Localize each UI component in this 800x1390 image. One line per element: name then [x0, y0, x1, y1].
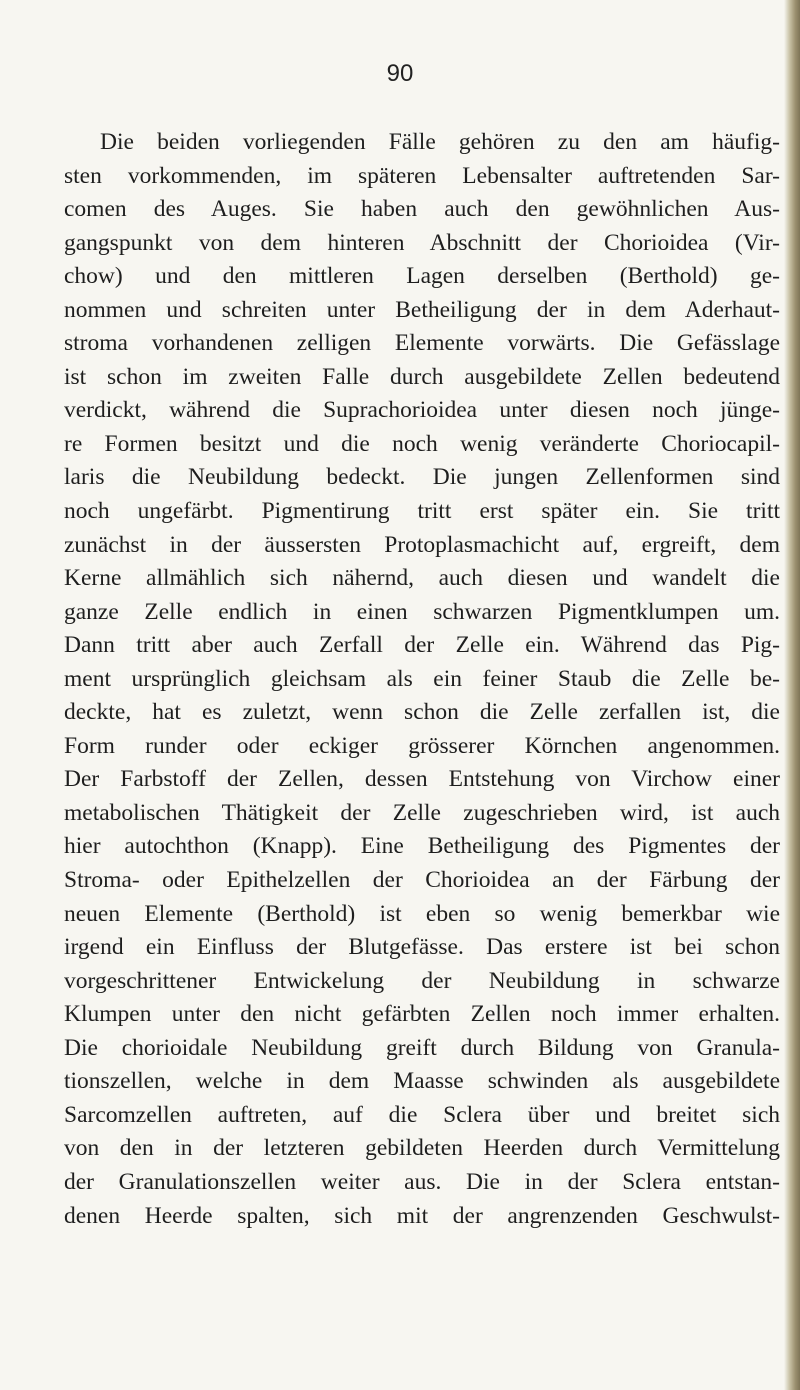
text-line: stroma vorhandenen zelligen Elemente vorwärts. Die Gefässlage [64, 330, 780, 357]
text-line: Form runder oder eckiger grösserer Körnchen angenommen. [64, 732, 780, 759]
text-line: noch ungefärbt. Pigmentirung tritt erst später ein. Sie tritt [64, 498, 780, 525]
text-line: der Granulationszellen weiter aus. Die in der Sclera entstan- [64, 1168, 780, 1195]
page-edge-shadow [784, 0, 800, 1390]
text-line: zunächst in der äussersten Protoplasmachicht auf, ergreift, dem [64, 531, 780, 558]
text-line: Kerne allmählich sich nähernd, auch diesen und wandelt die [64, 565, 780, 592]
text-line: denen Heerde spalten, sich mit der angrenzenden Geschwulst- [64, 1202, 780, 1229]
text-line: ist schon im zweiten Falle durch ausgebildete Zellen bedeutend [64, 363, 780, 390]
text-line: chow) und den mittleren Lagen derselben (Berthold) ge- [64, 263, 780, 290]
text-line: Der Farbstoff der Zellen, dessen Entstehung von Virchow einer [64, 766, 780, 793]
text-line: tionszellen, welche in dem Maasse schwinden als ausgebildete [64, 1068, 780, 1095]
body-text [64, 126, 780, 1233]
text-line: hier autochthon (Knapp). Eine Betheiligung des Pigmentes der [64, 833, 780, 860]
text-line: gangspunkt von dem hinteren Abschnitt der Chorioidea (Vir- [64, 229, 780, 256]
text-line: Sarcomzellen auftreten, auf die Sclera über und breitet sich [64, 1101, 780, 1128]
text-line: laris die Neubildung bedeckt. Die jungen Zellenformen sind [64, 464, 780, 491]
text-line: deckte, hat es zuletzt, wenn schon die Zelle zerfallen ist, die [64, 699, 780, 726]
text-line: irgend ein Einfluss der Blutgefässe. Das erstere ist bei schon [64, 934, 780, 961]
text-line: Die chorioidale Neubildung greift durch Bildung von Granula- [64, 1034, 780, 1061]
text-line: ment ursprünglich gleichsam als ein feiner Staub die Zelle be- [64, 665, 780, 692]
text-line: comen des Auges. Sie haben auch den gewöhnlichen Aus- [64, 196, 780, 223]
text-line: von den in der letzteren gebildeten Heerden durch Vermittelung [64, 1135, 780, 1162]
text-line: ganze Zelle endlich in einen schwarzen Pigmentklumpen um. [64, 598, 780, 625]
text-line: metabolischen Thätigkeit der Zelle zugeschrieben wird, ist auch [64, 799, 780, 826]
text-line: nommen und schreiten unter Betheiligung der in dem Aderhaut- [64, 296, 780, 323]
text-line: Dann tritt aber auch Zerfall der Zelle ein. Während das Pig- [64, 632, 780, 659]
text-line: vorgeschrittener Entwickelung der Neubildung in schwarze [64, 967, 780, 994]
text-line: verdickt, während die Suprachorioidea unter diesen noch jünge- [64, 397, 780, 424]
text-line: sten vorkommenden, im späteren Lebensalter auftretenden Sar- [64, 162, 780, 189]
text-line: Die beiden vorliegenden Fälle gehören zu den am häufig- [100, 129, 780, 155]
page-number: 90 [386, 60, 414, 87]
text-line: re Formen besitzt und die noch wenig veränderte Choriocapil- [64, 430, 780, 457]
text-line: Stroma- oder Epithelzellen der Chorioidea an der Färbung der [64, 867, 780, 894]
text-line: neuen Elemente (Berthold) ist eben so wenig bemerkbar wie [64, 900, 780, 927]
text-line: Klumpen unter den nicht gefärbten Zellen noch immer erhalten. [64, 1001, 780, 1028]
